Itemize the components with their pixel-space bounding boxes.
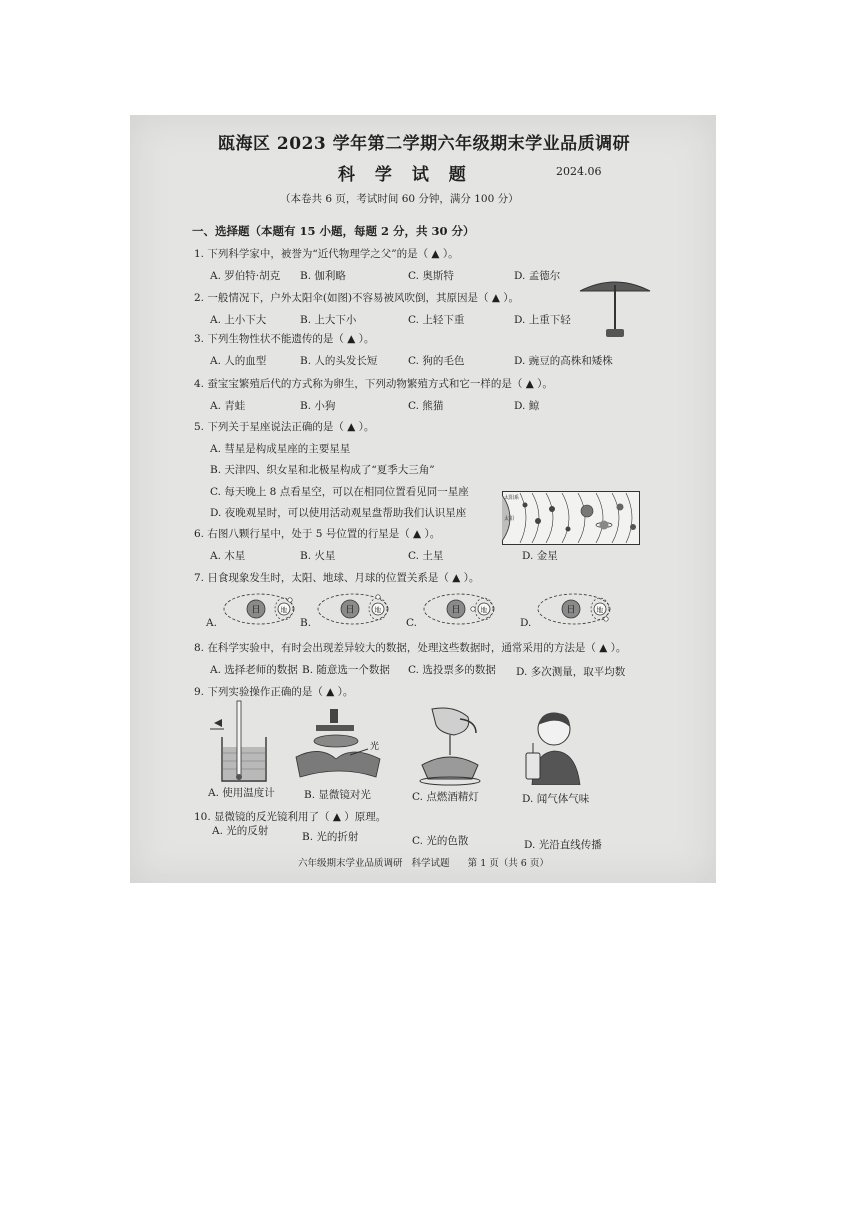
question-2: 2. 一般情况下，户外太阳伞(如图)不容易被风吹倒，其原因是（ ▲ ）。 <box>194 292 520 304</box>
q3-option-b: B. 人的头发长短 <box>300 355 378 367</box>
q7-option-c: C. <box>406 617 417 629</box>
q9-option-b: B. 显微镜对光 <box>304 789 371 801</box>
q7-option-b: B. <box>300 617 312 629</box>
q3-option-c: C. 狗的毛色 <box>408 355 465 367</box>
sun-label-b: 日 <box>345 605 355 616</box>
thermometer-figure <box>208 699 274 783</box>
eclipse-diagram-a <box>222 591 296 627</box>
solar-system-figure <box>502 491 640 545</box>
question-1: 1. 下列科学家中，被誉为“近代物理学之父”的是（ ▲ ）。 <box>194 248 459 260</box>
sun-label-c: 日 <box>451 605 461 616</box>
exam-note: （本卷共 6 页，考试时间 60 分钟，满分 100 分） <box>280 193 519 205</box>
question-8: 8. 在科学实验中，有时会出现差异较大的数据，处理这些数据时，通常采用的方法是（ ▲ ）。 <box>194 642 627 654</box>
q1-option-d: D. 孟德尔 <box>514 270 561 282</box>
question-9: 9. 下列实验操作正确的是（ ▲ ）。 <box>194 686 354 698</box>
q4-option-c: C. 熊猫 <box>408 400 444 412</box>
eclipse-diagram-d <box>536 591 612 627</box>
q4-option-b: B. 小狗 <box>300 400 336 412</box>
earth-label-b: 地 <box>374 606 381 614</box>
q2-option-a: A. 上小下大 <box>210 314 267 326</box>
question-7: 7. 日食现象发生时，太阳、地球、月球的位置关系是（ ▲ ）。 <box>194 572 480 584</box>
q7-option-a: A. <box>206 617 217 629</box>
light-label: 光 <box>370 742 380 752</box>
earth-label-a: 地 <box>280 606 287 614</box>
earth-label-c: 地 <box>480 606 487 614</box>
sun-label-a: 日 <box>251 605 261 616</box>
exam-title: 瓯海区 2023 学年第二学期六年级期末学业品质调研 <box>218 134 631 154</box>
q8-option-b: B. 随意选一个数据 <box>302 664 390 676</box>
earth-label-d: 地 <box>596 606 603 614</box>
question-5: 5. 下列关于星座说法正确的是（ ▲ ）。 <box>194 421 375 433</box>
sun-label-d: 日 <box>566 605 576 616</box>
q6-option-c: C. 土星 <box>408 550 444 562</box>
q6-option-d: D. 金星 <box>522 550 558 562</box>
q1-option-b: B. 伽利略 <box>300 270 346 282</box>
question-4: 4. 蚕宝宝繁殖后代的方式称为卵生，下列动物繁殖方式和它一样的是（ ▲ ）。 <box>194 378 553 390</box>
question-6: 6. 右图八颗行星中，处于 5 号位置的行星是（ ▲ ）。 <box>194 528 441 540</box>
eclipse-diagram-b <box>316 591 390 627</box>
q1-option-c: C. 奥斯特 <box>408 270 454 282</box>
solar-corner-label: 太阳系 <box>504 495 520 501</box>
q10-option-c: C. 光的色散 <box>412 835 469 847</box>
q5-option-a: A. 彗星是构成星座的主要星星 <box>210 443 351 455</box>
sun-label: 太阳 <box>504 516 515 522</box>
q3-option-d: D. 豌豆的高株和矮株 <box>514 355 613 367</box>
q8-option-a: A. 选择老师的数据 <box>210 664 298 676</box>
section-heading: 一、选择题（本题有 15 小题，每题 2 分，共 30 分） <box>192 224 475 238</box>
q1-option-a: A. 罗伯特·胡克 <box>210 270 281 282</box>
q6-option-b: B. 火星 <box>300 550 336 562</box>
q5-option-b: B. 天津四、织女星和北极星构成了“夏季大三角” <box>210 464 435 476</box>
q10-option-b: B. 光的折射 <box>302 831 359 843</box>
q4-option-a: A. 青蛙 <box>210 400 246 412</box>
exam-paper <box>130 115 716 883</box>
q9-option-c: C. 点燃酒精灯 <box>412 791 479 803</box>
q7-option-d: D. <box>520 617 532 629</box>
question-10: 10. 显微镜的反光镜利用了（ ▲ ）原理。 <box>194 811 387 823</box>
q2-option-b: B. 上大下小 <box>300 314 357 326</box>
q9-option-d: D. 闻气体气味 <box>522 793 590 805</box>
q2-option-c: C. 上轻下重 <box>408 314 465 326</box>
smelling-figure <box>522 707 590 785</box>
q9-option-a: A. 使用温度计 <box>208 787 275 799</box>
q5-option-c: C. 每天晚上 8 点看星空，可以在相同位置看见同一星座 <box>210 486 469 498</box>
question-3: 3. 下列生物性状不能遗传的是（ ▲ ）。 <box>194 333 375 345</box>
microscope-figure <box>290 707 386 785</box>
q6-option-a: A. 木星 <box>210 550 246 562</box>
q10-option-d: D. 光沿直线传播 <box>524 839 602 851</box>
q5-option-d: D. 夜晚观星时，可以使用活动观星盘帮助我们认识星座 <box>210 507 467 519</box>
q4-option-d: D. 鲸 <box>514 400 540 412</box>
exam-date: 2024.06 <box>556 165 602 178</box>
q8-option-c: C. 选投票多的数据 <box>408 664 496 676</box>
q3-option-a: A. 人的血型 <box>210 355 267 367</box>
page-footer: 六年级期末学业品质调研 科学试题 第 1 页（共 6 页） <box>298 858 549 869</box>
exam-subtitle: 科 学 试 题 <box>338 165 473 185</box>
alcohol-lamp-figure <box>414 705 486 787</box>
q2-option-d: D. 上重下轻 <box>514 314 571 326</box>
umbrella-figure <box>578 275 652 341</box>
q10-option-a: A. 光的反射 <box>212 825 269 837</box>
q8-option-d: D. 多次测量，取平均数 <box>516 666 626 678</box>
eclipse-diagram-c <box>422 591 496 627</box>
